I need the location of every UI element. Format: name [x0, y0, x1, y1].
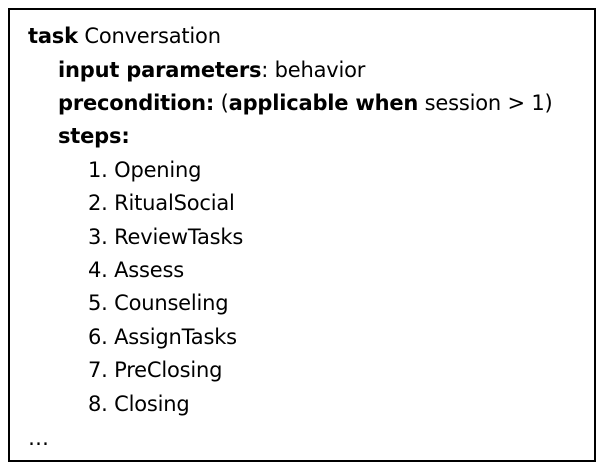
- step-item: 4. Assess: [88, 258, 184, 282]
- task-definition-box: [8, 8, 596, 462]
- precondition-close-paren: ): [544, 91, 553, 115]
- step-item: 1. Opening: [88, 158, 202, 182]
- input-parameters-line: [58, 56, 365, 84]
- step-item: 5. Counseling: [88, 291, 229, 315]
- precondition-line: [58, 89, 553, 117]
- step-item: 7. PreClosing: [88, 358, 223, 382]
- input-parameters-value: behavior: [274, 58, 366, 82]
- precondition-keyword: precondition:: [58, 91, 215, 115]
- precondition-open-paren: (: [220, 91, 229, 115]
- task-keyword: task: [28, 24, 78, 48]
- step-item: 3. ReviewTasks: [88, 225, 244, 249]
- steps-header-line: [58, 122, 130, 150]
- steps-keyword: steps:: [58, 124, 130, 148]
- task-header-line: [28, 22, 221, 50]
- step-item: 2. RitualSocial: [88, 191, 235, 215]
- ellipsis-continuation: …: [28, 426, 49, 450]
- task-name: Conversation: [84, 24, 221, 48]
- precondition-applicable-keyword: applicable when: [228, 91, 419, 115]
- precondition-condition: session > 1: [424, 91, 545, 115]
- input-parameters-separator: :: [261, 58, 269, 82]
- step-item: 8. Closing: [88, 392, 190, 416]
- input-parameters-keyword: input parameters: [58, 58, 262, 82]
- step-item: 6. AssignTasks: [88, 325, 237, 349]
